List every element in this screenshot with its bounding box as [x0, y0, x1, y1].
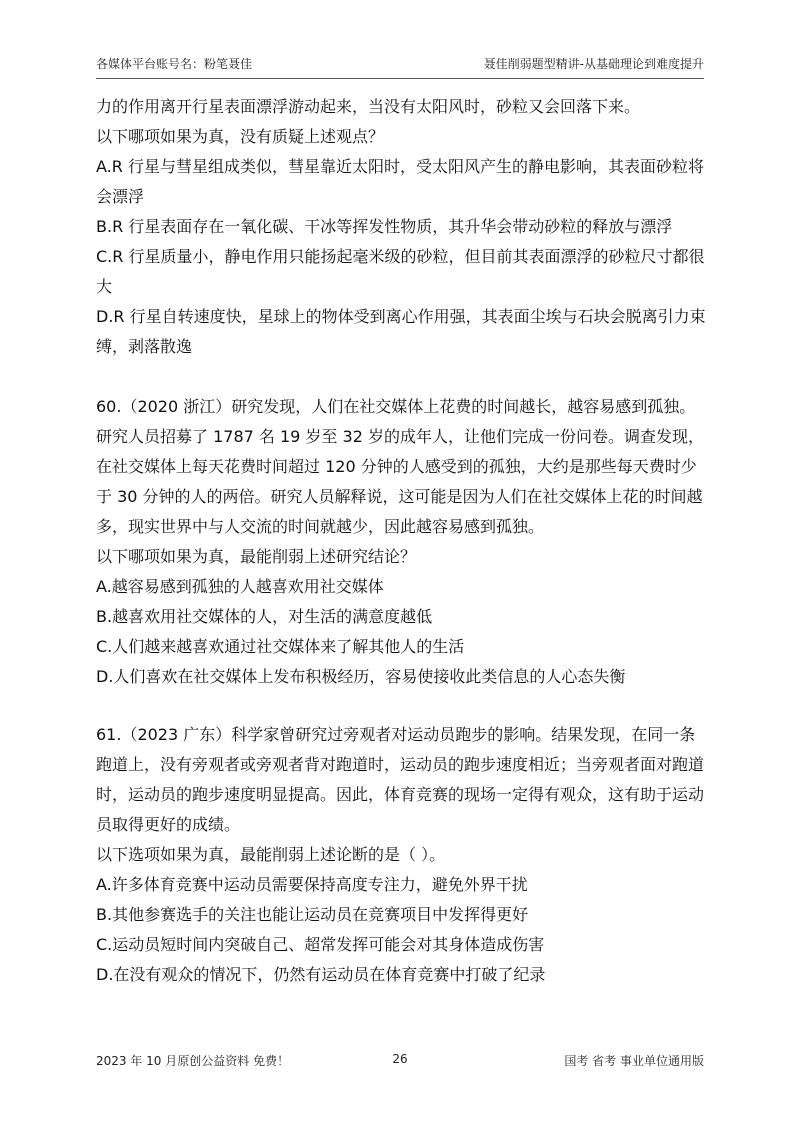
q61-option-c: C.运动员短时间内突破自己、超常发挥可能会对其身体造成伤害: [96, 935, 545, 954]
header-right-text: 聂佳削弱题型精讲-从基础理论到难度提升: [483, 57, 704, 71]
q60-option-d: D.人们喜欢在社交媒体上发布积极经历，容易使接收此类信息的人心态失衡: [96, 667, 626, 686]
q59-continuation: 力的作用离开行星表面漂浮游动起来，当没有太阳风时，砂粒又会回落下来。: [96, 97, 641, 116]
q59-option-a: A.R 行星与彗星组成类似，彗星靠近太阳时，受太阳风产生的静电影响，其表面砂粒将会漂浮: [96, 157, 704, 206]
q60-question: 以下哪项如果为真，最能削弱上述研究结论？: [96, 547, 417, 566]
section-gap: [96, 692, 708, 720]
q60-option-b: B.越喜欢用社交媒体的人，对生活的满意度越低: [96, 607, 433, 626]
header-divider: [96, 78, 704, 79]
q60-option-c: C.人们越来越喜欢通过社交媒体来了解其他人的生活: [96, 637, 465, 656]
page-content: [96, 92, 708, 990]
q59-option-b: B.R 行星表面存在一氧化碳、干冰等挥发性物质，其升华会带动砂粒的释放与漂浮: [96, 217, 673, 236]
footer-left-text: 2023 年 10 月原创公益资料 免费！: [96, 1054, 290, 1068]
q59-option-d: D.R 行星自转速度快，星球上的物体受到离心作用强，其表面尘埃与石块会脱离引力束缚，剥落散逸: [96, 307, 706, 356]
q61-question: 以下选项如果为真，最能削弱上述论断的是（ ）。: [96, 845, 446, 864]
q60-option-a: A.越容易感到孤独的人越喜欢用社交媒体: [96, 577, 384, 596]
q61-option-d: D.在没有观众的情况下，仍然有运动员在体育竞赛中打破了纪录: [96, 965, 546, 984]
q61-option-a: A.许多体育竞赛中运动员需要保持高度专注力，避免外界干扰: [96, 875, 528, 894]
section-gap: [96, 362, 708, 392]
q61-option-b: B.其他参赛选手的关注也能让运动员在竞赛项目中发挥得更好: [96, 905, 529, 924]
q59-option-c: C.R 行星质量小，静电作用只能扬起毫米级的砂粒，但目前其表面漂浮的砂粒尺寸都很大: [96, 247, 705, 296]
q61-stem: 61.（2023 广东）科学家曾研究过旁观者对运动员跑步的影响。结果发现，在同一条跑道上，没有旁观者或旁观者背对跑道时，运动员的跑步速度相近；当旁观者面对跑道时，运动员的跑步速度明显提高。因此，体育竞赛的现场一定得有观众，这有助于运动员取得更好的成绩。: [96, 725, 705, 834]
footer-right-text: 国考 省考 事业单位通用版: [564, 1054, 704, 1068]
page-number: 26: [392, 1052, 408, 1066]
q59-question: 以下哪项如果为真，没有质疑上述观点？: [96, 127, 385, 146]
header-left-text: 各媒体平台账号名：粉笔聂佳: [96, 57, 253, 71]
q60-stem: 60.（2020 浙江）研究发现，人们在社交媒体上花费的时间越长，越容易感到孤独。研究人员招募了 1787 名 19 岁至 32 岁的成年人，让他们完成一份问卷。调查发现，在社交媒体上每天花费时间超过 120 分钟的人感受到的孤独，大约是那些每天费时少于 30 分钟的人的两倍。研究人员解释说，这可能是因为人们在社交媒体上花的时间越多，现实世界中与人交流的时间就越少，因此越容易感到孤独。: [96, 397, 704, 536]
